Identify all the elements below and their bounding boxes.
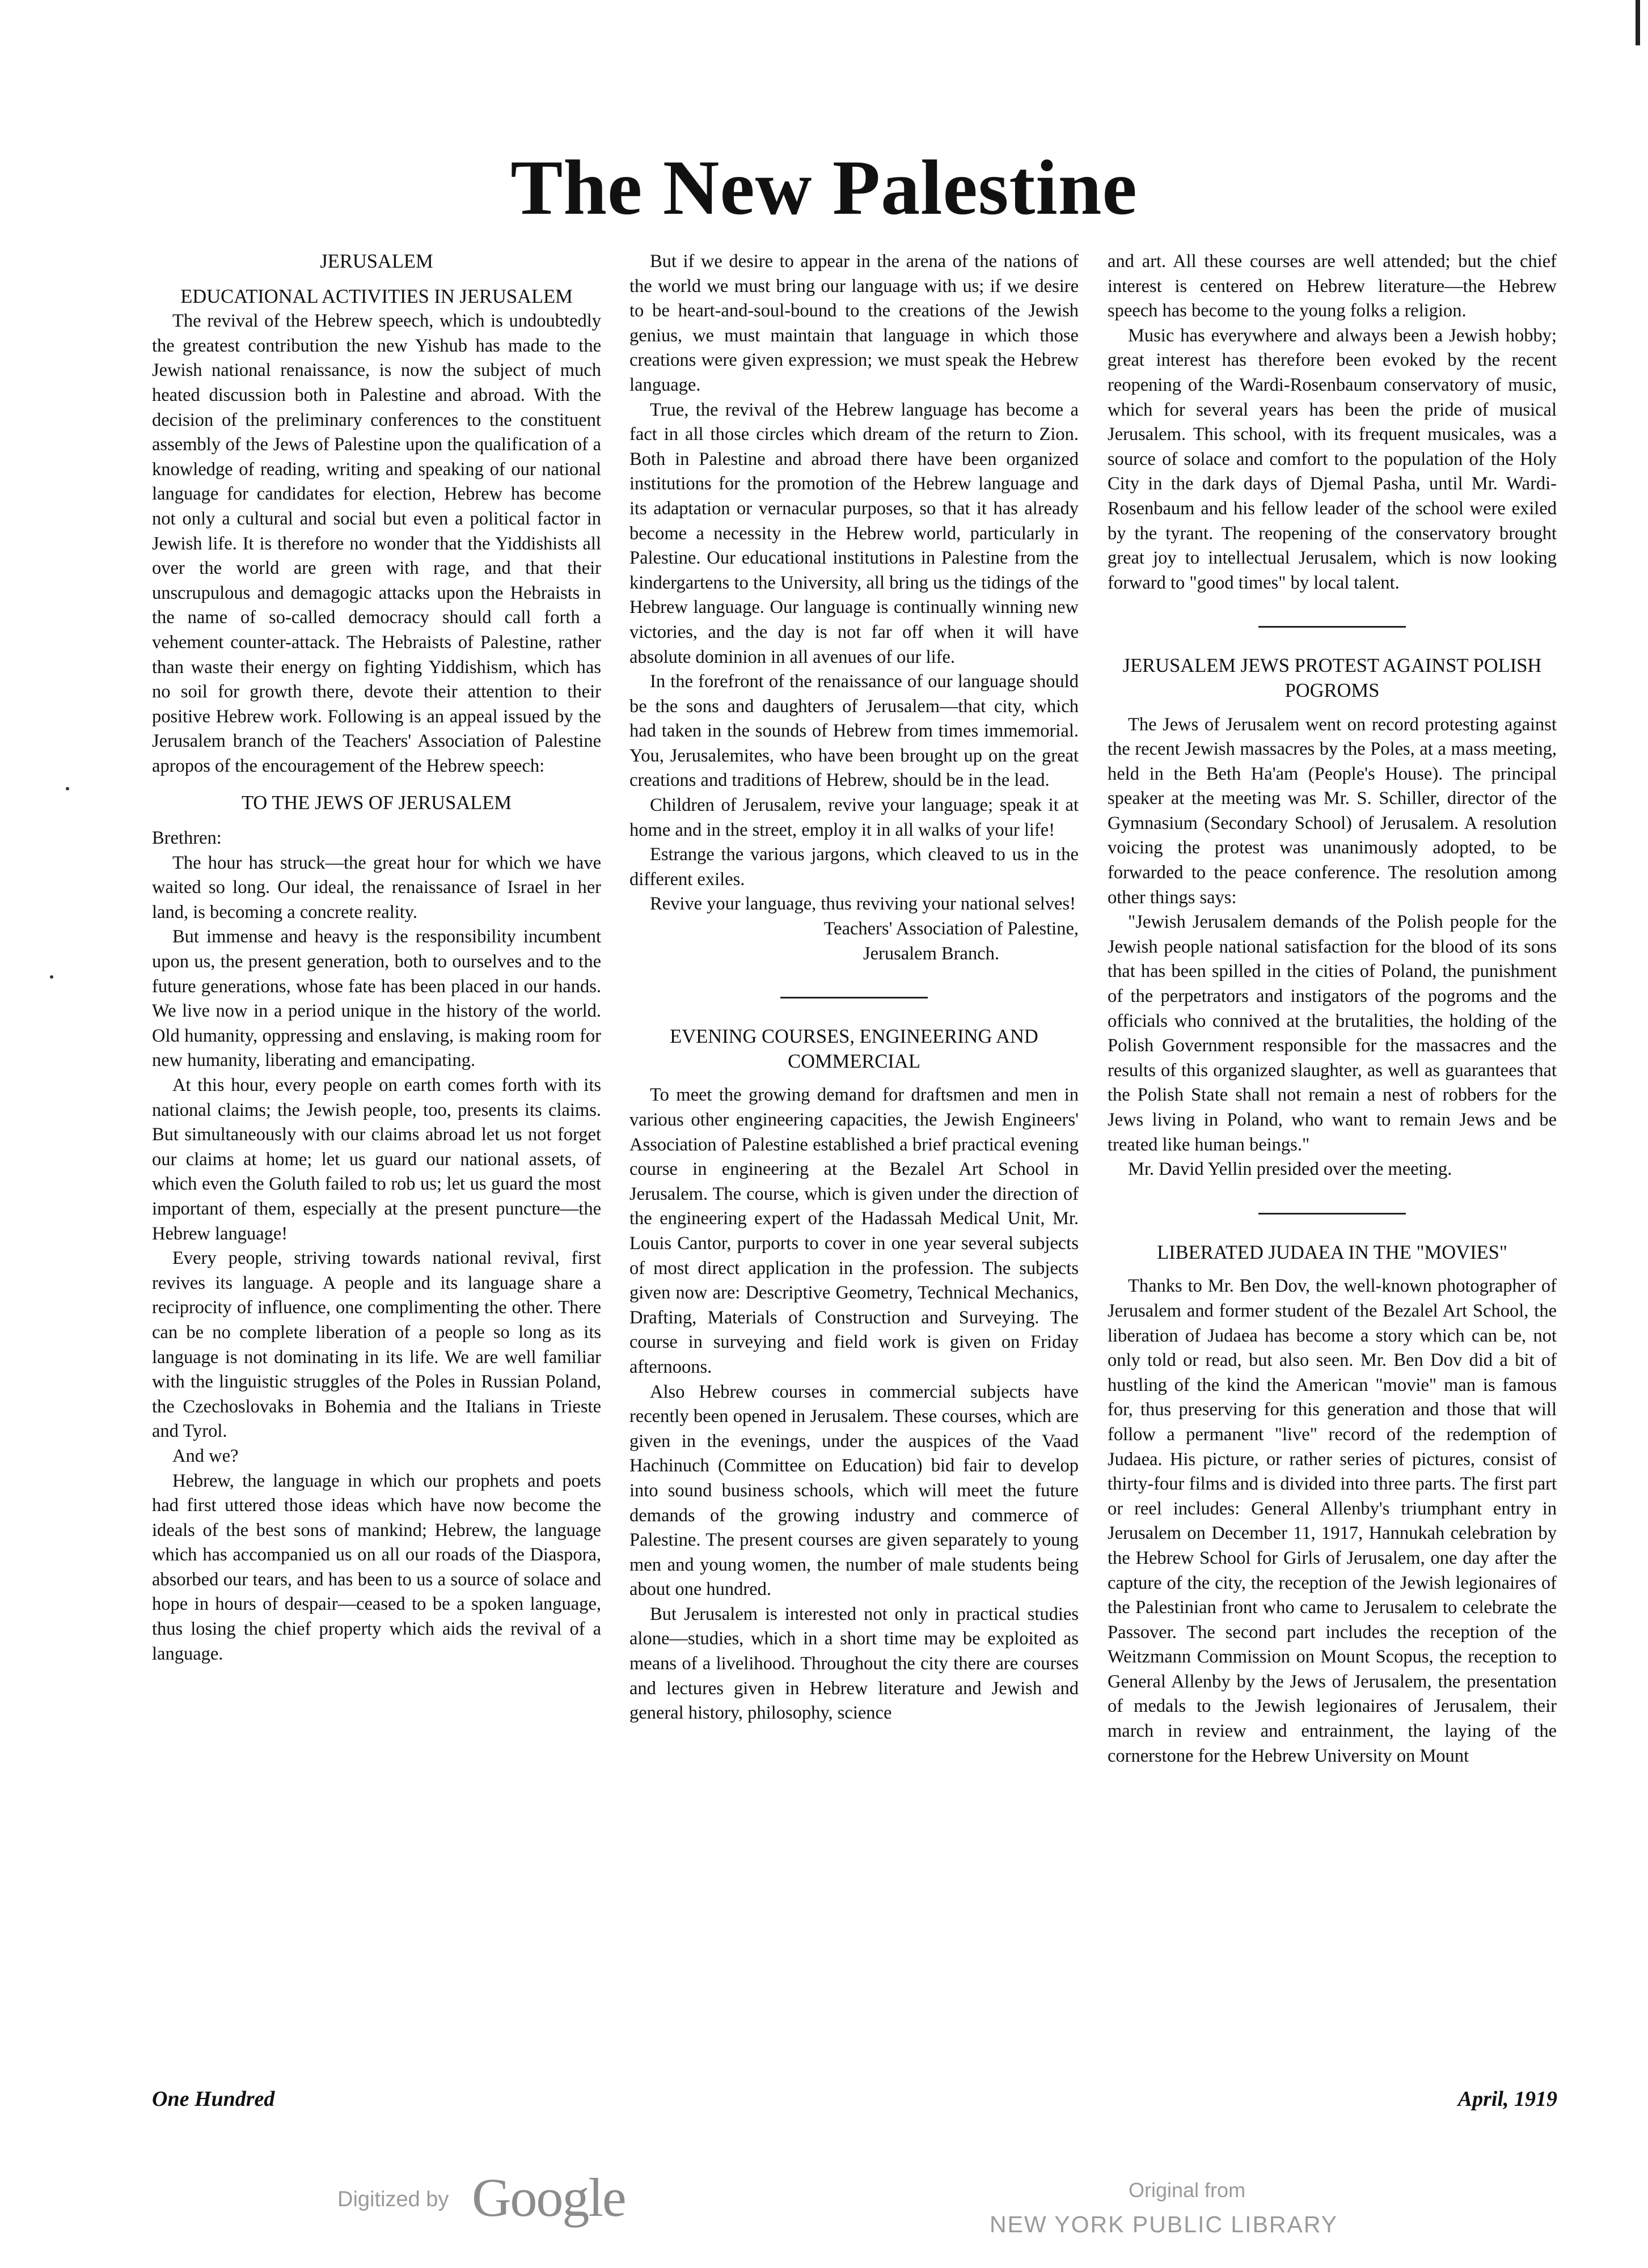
paragraph: But if we desire to appear in the arena of the nations of the world we must bring our language with us; if we desire to be heart-and-soul-bound to the creations of the Jewish genius, we must maintain that language in which those creations were given expression; we must speak the Hebrew language.	[629, 251, 1079, 395]
salutation: Brethren:	[152, 828, 222, 849]
paragraph: Music has everywhere and always been a Jewish hobby; great interest has therefore been evoked by the recent reopening of the Wardi-Rosenbaum conservatory of music, which for several years has been the pride of musical Jerusalem. This school, with its frequent musicales, was a source of solace and comfort to the population of the Holy City in the dark days of Djemal Pasha, until Mr. Wardi-Rosenbaum and his fellow leader of the school were exiled by the tyrant. The reopening of the conservatory brought great joy to intellectual Jerusalem, which is now looking forward to "good times" by local talent.	[1108, 325, 1557, 593]
page-edge-mark	[1636, 0, 1640, 45]
signature-line: Teachers' Association of Palestine,	[823, 919, 1079, 940]
page-number: One Hundred	[152, 2087, 275, 2111]
section-divider	[1258, 626, 1406, 628]
article-heading: JERUSALEM JEWS PROTEST AGAINST POLISH POGROMS	[1122, 655, 1542, 701]
paragraph: And we?	[172, 1445, 239, 1466]
paragraph: But Jerusalem is interested not only in practical studies alone—studies, which in a short time may be exploited as means of a livelihood. Throughout the city there are courses and lectures given in Hebrew literature and Jewish and general history, philosophy, science	[629, 1603, 1079, 1724]
section-divider	[1258, 1213, 1406, 1215]
paragraph: Hebrew, the language in which our prophets and poets had first uttered those ideas which have now become the ideals of the best sons of mankind; Hebrew, the language which has accompanied us on all our roads of the Diaspora, absorbed our tears, and has been to us a source of solace and hope in hours of despair—ceased to be a spoken language, thus losing the chief property which aids the revival of a language.	[152, 1470, 601, 1664]
article-heading: LIBERATED JUDAEA IN THE "MOVIES"	[1157, 1241, 1507, 1263]
paragraph: To meet the growing demand for draftsmen and men in various other engineering capacities, the Jewish Engineers' Association of Palestine established a brief practical evening course in engineering at the Bezalel Art School in Jerusalem. The course, which is given under the direction of the engineering expert of the Hadassah Medical Unit, Mr. Louis Cantor, purports to cover in one year several subjects of most direct application in the profession. The subjects given now are: Descriptive Geometry, Technical Mechanics, Drafting, Materials of Construction and Surveying. The course in surveying and field work is given on Friday afternoons.	[629, 1085, 1079, 1377]
speck	[50, 975, 53, 979]
column-right	[1108, 249, 1557, 2064]
column-left	[152, 249, 601, 2064]
paragraph: Also Hebrew courses in commercial subjects have recently been opened in Jerusalem. These courses, which are given in the evenings, under the auspices of the Vaad Hachinuch (Committee on Education) bid fair to develop into sound business schools, which will meet the future demands of the growing industry and commerce of Palestine. The present courses are given separately to young men and young women, the number of male students being about one hundred.	[629, 1381, 1079, 1600]
google-logo: Google	[472, 2167, 626, 2228]
article-heading: EDUCATIONAL ACTIVITIES IN JERUSALEM	[180, 285, 573, 307]
paragraph: Revive your language, thus reviving your national selves!	[650, 894, 1076, 915]
paragraph: Every people, striving towards national revival, first revives its language. A people and its language share a reciprocity of influence, one complimenting the other. There can be no complete liberation of a people so long as its language is not dominating in its life. We are well familiar with the linguistic struggles of the Poles in Russian Poland, the Czechoslovaks in Bohemia and the Italians in Trieste and Tyrol.	[152, 1248, 601, 1442]
paragraph: The revival of the Hebrew speech, which is undoubtedly the greatest contribution the new Yishub has made to the Jewish national renaissance, is now the subject of much heated discussion both in Palestine and abroad. With the decision of the preliminary conferences to the constituent assembly of the Jews of Palestine upon the qualification of a knowledge of reading, writing and speaking of our national language for candidates for election, Hebrew has become not only a cultural and social but even a political factor in Jewish life. It is therefore no wonder that the Yiddishists all over the world are green with rage, and that their unscrupulous and demagogic attacks upon the Hebraists in the name of so-called democracy should call forth a vehement counter-attack. The Hebraists of Palestine, rather than waste their energy on fighting Yiddishism, which has no soil for growth there, devote their attention to their positive Hebrew work. Following is an appeal issued by the Jerusalem branch of the Teachers' Association of Palestine apropos of the encouragement of the Hebrew speech:	[152, 311, 601, 776]
paragraph: Mr. David Yellin presided over the meeting.	[1128, 1159, 1452, 1180]
article-heading: EVENING COURSES, ENGINEERING AND COMMERCIAL	[670, 1026, 1038, 1072]
digitized-by-label: Digitized by	[337, 2187, 449, 2211]
paragraph: At this hour, every people on earth comes forth with its national claims; the Jewish people, too, presents its claims. But simultaneously with our claims abroad let us not forget our claims at home; let us guard our national assets, of which even the Goluth failed to rob us; let us guard the most important of them, especially at the present puncture—the Hebrew language!	[152, 1075, 601, 1244]
paragraph: True, the revival of the Hebrew language has become a fact in all those circles which dream of the return to Zion. Both in Palestine and abroad there have been organized institutions for the promotion of the Hebrew language and its adaptation or vernacular purposes, so that it has already become a necessity in the Hebrew world, particularly in Palestine. Our educational institutions in Palestine from the kindergartens to the University, all bring us the tidings of the Hebrew language. Our language is continually winning new victories, and the day is not far off when it will have absolute dominion in all avenues of our life.	[629, 399, 1079, 667]
original-from-label: Original from	[1129, 2178, 1246, 2202]
paragraph: Estrange the various jargons, which cleaved to us in the different exiles.	[629, 844, 1079, 890]
quotation: "Jewish Jerusalem demands of the Polish people for the Jewish people national satisfaction for the blood of its sons that has been spilled in the cities of Poland, the punishment of the perpetrators and instigators of the pogroms and the officials who connived at the brutalities, the holding of the Polish Government responsible for the massacres and the results of this organized slaughter, as well as guarantees that the Polish State shall not remain a nest of robbers for the Jews living in Poland, who want to remain Jews and be treated like human beings."	[1108, 912, 1557, 1155]
paragraph: Children of Jerusalem, revive your language; speak it at home and in the street, employ it in all walks of your life!	[629, 795, 1079, 840]
section-divider	[780, 997, 928, 998]
column-middle	[629, 249, 1079, 2064]
paragraph: In the forefront of the renaissance of our language should be the sons and daughters of Jerusalem—that city, which had taken in the sounds of Hebrew from times immemorial. You, Jerusalemites, who have been brought up on the great creations and traditions of Hebrew, should be in the lead.	[629, 671, 1079, 791]
masthead-title: The New Palestine	[510, 144, 1138, 231]
section-heading: JERUSALEM	[320, 251, 433, 272]
paragraph: The Jews of Jerusalem went on record protesting against the recent Jewish massacres by the Poles, at a mass meeting, held in the Beth Ha'am (People's House). The principal speaker at the meeting was Mr. S. Schiller, director of the Gymnasium (Secondary School) of Jerusalem. A resolution voicing the protest was unanimously adopted, to be forwarded to the peace conference. The resolution among other things says:	[1108, 714, 1557, 908]
paragraph: The hour has struck—the great hour for which we have waited so long. Our ideal, the renaissance of Israel in her land, is becoming a concrete reality.	[152, 852, 601, 923]
paragraph: and art. All these courses are well attended; but the chief interest is centered on Hebrew literature—the Hebrew speech has become to the young folks a religion.	[1108, 251, 1557, 321]
speck	[66, 787, 69, 790]
article-heading: TO THE JEWS OF JERUSALEM	[241, 792, 512, 814]
issue-date: April, 1919	[1457, 2087, 1557, 2111]
library-label: NEW YORK PUBLIC LIBRARY	[990, 2211, 1338, 2237]
signature-line: Jerusalem Branch.	[863, 943, 999, 964]
paragraph: But immense and heavy is the responsibility incumbent upon us, the present generation, both to ourselves and to the future generations, whose fate has been placed in our hands. We live now in a period unique in the history of the world. Old humanity, oppressing and enslaving, is making room for new humanity, liberating and emancipating.	[152, 926, 601, 1071]
paragraph: Thanks to Mr. Ben Dov, the well-known photographer of Jerusalem and former student of the Bezalel Art School, the liberation of Judaea has become a story which can be, not only told or read, but also seen. Mr. Ben Dov did a bit of hustling of the kind the American "movie" man is famous for, thus preserving for this generation and those that will follow a permanent "live" record of the redemption of Judaea. His picture, or rather series of pictures, consist of thirty-four films and is divided into three parts. The first part or reel includes: General Allenby's triumphant entry in Jerusalem on December 11, 1917, Hannukah celebration by the Hebrew School for Girls of Jerusalem, one day after the capture of the city, the reception of the Jewish legionaires of the Palestinian front who came to Jerusalem to celebrate the Passover. The second part includes the reception of the Weitzmann Commission on Mount Scopus, the reception to General Allenby by the Jews of Jerusalem, the presentation of medals to the Jewish legionaires of Jerusalem, their march in review and entrainment, the laying of the cornerstone for the Hebrew University on Mount	[1108, 1276, 1557, 1766]
